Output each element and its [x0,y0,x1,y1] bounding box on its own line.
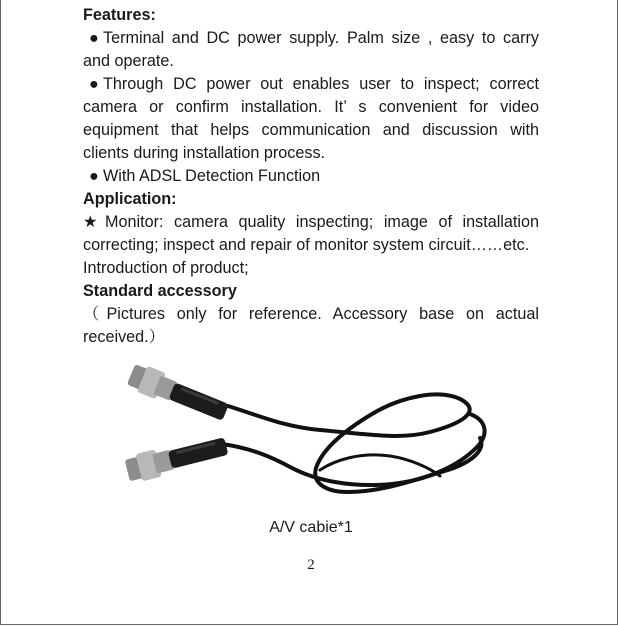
bullet-icon: ● [89,167,99,185]
features-heading: Features: [83,6,156,24]
cable-wire [228,395,481,492]
bnc-connector-upper [126,361,231,425]
document-body [83,4,539,349]
star-icon: ★ [83,213,98,231]
feature-text: With ADSL Detection Function [103,167,321,185]
feature-item [83,165,539,188]
application-text: Monitor: camera quality inspecting; image of installation correcting; inspect and repair of monitor system circuit……etc. [83,213,539,254]
bullet-icon: ● [89,29,99,47]
cable-wire [320,455,440,476]
photo-caption: A/V cabie*1 [269,519,353,536]
introduction-line: Introduction of product; [83,259,249,277]
feature-text: Through DC power out enables user to inspect; correct camera or confirm installation. It’ s convenient for video equipment that helps communication and discussion with clients during installation process. [83,75,539,162]
feature-item [83,27,539,73]
feature-item [83,73,539,165]
application-heading: Application: [83,190,177,208]
application-item [83,211,539,257]
accessory-note: （Pictures only for reference. Accessory base on actual received.） [83,305,539,346]
feature-text: Terminal and DC power supply. Palm size , easy to carry and operate. [83,29,539,70]
av-cable-photo [110,352,500,512]
page-number: 2 [307,557,315,573]
bullet-icon: ● [89,75,99,93]
bnc-connector-lower [124,432,230,484]
accessory-heading: Standard accessory [83,282,237,300]
